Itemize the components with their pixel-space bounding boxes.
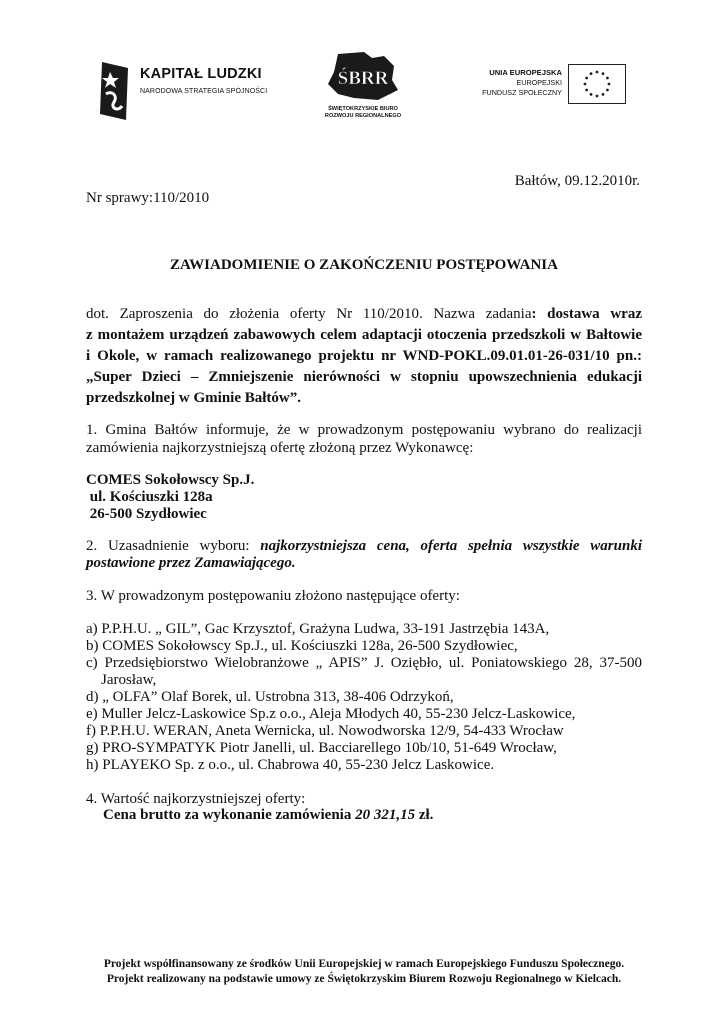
subject-line-3: i Okole, w ramach realizowanego projektu nr WND-POKL.09.01.01-26-031/10 pn.: bbox=[86, 348, 642, 364]
price-label: Cena brutto za wykonanie zamówienia bbox=[103, 807, 356, 823]
unia-europejska-logo bbox=[450, 62, 626, 106]
kapital-ludzki-title: KAPITAŁ LUDZKI bbox=[140, 66, 262, 82]
point-2-label: 2. Uzasadnienie wyboru: bbox=[86, 538, 261, 554]
offer-c-continued: Jarosław, bbox=[101, 672, 157, 688]
case-number: Nr sprawy:110/2010 bbox=[86, 190, 210, 206]
point-1-line-1: 1. Gmina Bałtów informuje, że w prowadzonym postępowaniu wybrano do realizacji bbox=[86, 422, 642, 438]
offer-e: e) Muller Jelcz-Laskowice Sp.z o.o., Aleja Młodych 40, 55-230 Jelcz-Laskowice, bbox=[86, 706, 576, 722]
swietokrzyskie-region-icon bbox=[308, 50, 418, 102]
sbrr-caption-line2: ROZWOJU REGIONALNEGO bbox=[324, 113, 402, 119]
winner-name: COMES Sokołowscy Sp.J. bbox=[86, 472, 255, 488]
point-4-heading: 4. Wartość najkorzystniejszej oferty: bbox=[86, 791, 306, 807]
eu-flag-icon bbox=[568, 64, 626, 104]
place-date: Bałtów, 09.12.2010r. bbox=[514, 173, 640, 189]
point-1-line-2: zamówienia najkorzystniejszą ofertę złożoną przez Wykonawcę: bbox=[86, 440, 474, 456]
sbrr-mark: ŚBRR bbox=[337, 68, 389, 89]
ue-text bbox=[442, 68, 562, 98]
point-3-heading: 3. W prowadzonym postępowaniu złożono następujące oferty: bbox=[86, 588, 460, 604]
ue-line1: UNIA EUROPEJSKA bbox=[489, 68, 562, 77]
subject-line-4: „Super Dzieci – Zmniejszenie nierówności w stopniu upowszechnienia edukacji bbox=[86, 369, 642, 385]
offer-a: a) P.P.H.U. „ GIL”, Gac Krzysztof, Grażyna Ludwa, 33-191 Jastrzębia 143A, bbox=[86, 621, 550, 637]
sbrr-logo bbox=[308, 50, 418, 130]
offer-d: d) „ OLFA” Olaf Borek, ul. Ustrobna 313, 38-406 Odrzykoń, bbox=[86, 689, 454, 705]
point-2-reason-2: postawione przez Zamawiającego. bbox=[86, 555, 296, 571]
point-2-reason-1: najkorzystniejsza cena, oferta spełnia wszystkie warunki bbox=[260, 538, 642, 554]
footer-line-1: Projekt współfinansowany ze środków Unii Europejskiej w ramach Europejskiego Funduszu Społecznego. bbox=[103, 958, 625, 970]
subject-line-5: przedszkolnej w Gminie Bałtów”. bbox=[86, 390, 301, 406]
footer-line-2: Projekt realizowany na podstawie umowy ze Świętokrzyskim Biurem Rozwoju Regionalnego w Kielcach. bbox=[106, 973, 622, 985]
subject-line-2: z montażem urządzeń zabawowych celem adaptacji otoczenia przedszkoli w Bałtowie bbox=[86, 327, 642, 343]
kapital-ludzki-subtitle: NARODOWA STRATEGIA SPÓJNOŚCI bbox=[140, 88, 268, 95]
kapital-ludzki-logo bbox=[96, 56, 286, 126]
subject-line-1-bold: : dostawa wraz bbox=[531, 306, 642, 322]
offer-f: f) P.P.H.U. WERAN, Aneta Wernicka, ul. Nowodworska 12/9, 54-433 Wrocław bbox=[86, 723, 564, 739]
sbrr-caption-line1: ŚWIĘTOKRZYSKIE BIURO bbox=[328, 106, 398, 112]
document-title: ZAWIADOMIENIE O ZAKOŃCZENIU POSTĘPOWANIA bbox=[170, 257, 558, 273]
price-currency: zł. bbox=[415, 807, 434, 823]
winner-city: 26-500 Szydłowiec bbox=[86, 506, 207, 522]
price-line bbox=[103, 806, 433, 824]
ue-line3: FUNDUSZ SPOŁECZNY bbox=[482, 88, 562, 97]
subject-line-1 bbox=[86, 305, 642, 323]
offer-c: c) Przedsiębiorstwo Wielobranżowe „ APIS” J. Oziębło, ul. Poniatowskiego 28, 37-500 bbox=[86, 655, 642, 671]
sbrr-caption bbox=[308, 106, 418, 120]
winner-street: ul. Kościuszki 128a bbox=[86, 489, 213, 505]
price-value: 20 321,15 bbox=[355, 807, 416, 823]
point-2-line-1 bbox=[86, 537, 642, 555]
ue-line2: EUROPEJSKI bbox=[516, 78, 562, 87]
offer-g: g) PRO-SYMPATYK Piotr Janelli, ul. Bacciarellego 10b/10, 51-649 Wrocław, bbox=[86, 740, 557, 756]
offer-h: h) PLAYEKO Sp. z o.o., ul. Chabrowa 40, 55-230 Jelcz Laskowice. bbox=[86, 757, 495, 773]
offer-b: b) COMES Sokołowscy Sp.J., ul. Kościuszki 128a, 26-500 Szydłowiec, bbox=[86, 638, 518, 654]
subject-line-1-plain: dot. Zaproszenia do złożenia oferty Nr 110/2010. Nazwa zadania bbox=[86, 306, 532, 322]
kapital-ludzki-emblem-icon bbox=[96, 56, 132, 126]
